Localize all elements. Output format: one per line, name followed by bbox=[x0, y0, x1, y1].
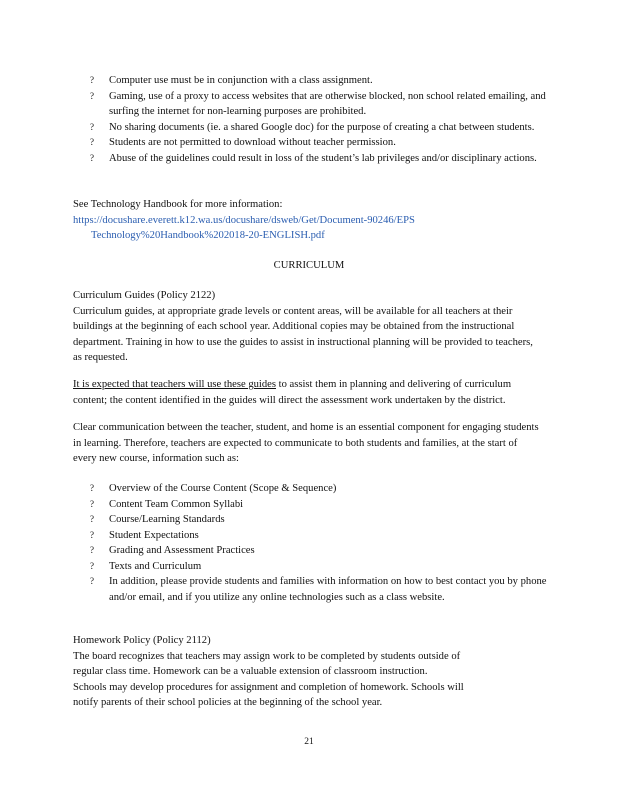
expected-use-paragraph bbox=[73, 377, 543, 408]
bullet-glyph: ? bbox=[90, 545, 94, 555]
handbook-link-line-1[interactable]: https://docushare.everett.k12.wa.us/docushare/dsweb/Get/Document-90246/EPS bbox=[73, 214, 415, 226]
list-item-text: Overview of the Course Content (Scope & Sequence) bbox=[109, 483, 337, 494]
list-item-text: Content Team Common Syllabi bbox=[109, 498, 244, 510]
list-item bbox=[0, 574, 618, 605]
expected-use-text: to assist them in planning and delivering of curriculum content; the content identified in the guides will direct the assessment work undertaken by the district. bbox=[73, 379, 512, 406]
handbook-link-line-2[interactable]: Technology%20Handbook%202018-20-ENGLISH.pdf bbox=[91, 230, 325, 241]
homework-line: The board recognizes that teachers may assign work to be completed by students outside of bbox=[73, 650, 461, 662]
curriculum-guides-paragraph: Curriculum guides, at appropriate grade levels or content areas, will be available for all teachers at their buildings at the beginning of each school year. Additional copies may be obtained from the instructional department. Training in how to use the guides to assist in instructional planning will be provided to teachers, as requested. bbox=[73, 305, 533, 363]
list-item-text: Computer use must be in conjunction with a class assignment. bbox=[109, 75, 373, 86]
course-info-list bbox=[0, 481, 618, 605]
curriculum-guides-heading: Curriculum Guides (Policy 2122) bbox=[73, 290, 216, 301]
bullet-glyph: ? bbox=[90, 483, 94, 493]
list-item-text: Student Expectations bbox=[109, 529, 199, 541]
bullet-glyph: ? bbox=[90, 514, 94, 524]
list-item bbox=[0, 73, 618, 89]
list-item-text: Course/Learning Standards bbox=[109, 514, 225, 525]
bullet-glyph: ? bbox=[90, 498, 94, 509]
handbook-reference bbox=[73, 197, 543, 244]
list-item-text: Gaming, use of a proxy to access websites that are otherwise blocked, non school related emailing, and surfing the internet for non-learning purposes are prohibited. bbox=[109, 90, 546, 117]
curriculum-guides-section bbox=[73, 288, 543, 366]
bullet-glyph: ? bbox=[90, 121, 94, 132]
list-item bbox=[0, 481, 618, 497]
list-item bbox=[0, 528, 618, 544]
list-item-text: Texts and Curriculum bbox=[109, 560, 202, 572]
communication-paragraph: Clear communication between the teacher, student, and home is an essential component for engaging students in learning. Therefore, teachers are expected to communicate to both students and families, at the start of every new course, information such as: bbox=[73, 422, 539, 464]
homework-policy-section bbox=[73, 633, 553, 711]
lab-rules-list bbox=[0, 73, 618, 166]
list-item bbox=[0, 512, 618, 528]
homework-line: notify parents of their school policies at the beginning of the school year. bbox=[73, 697, 383, 708]
bullet-glyph: ? bbox=[90, 75, 94, 85]
bullet-glyph: ? bbox=[90, 137, 94, 147]
bullet-glyph: ? bbox=[90, 529, 94, 540]
bullet-glyph: ? bbox=[90, 90, 94, 101]
homework-line: Schools may develop procedures for assignment and completion of homework. Schools will bbox=[73, 681, 464, 693]
list-item bbox=[0, 89, 618, 120]
list-item bbox=[0, 120, 618, 136]
see-handbook-text: See Technology Handbook for more information: bbox=[73, 199, 283, 210]
list-item-text: No sharing documents (ie. a shared Google doc) for the purpose of creating a chat between students. bbox=[109, 121, 535, 133]
bullet-glyph: ? bbox=[90, 560, 94, 571]
list-item-text: Grading and Assessment Practices bbox=[109, 545, 255, 556]
page-number: 21 bbox=[304, 737, 314, 747]
bullet-glyph: ? bbox=[90, 152, 94, 163]
homework-line: regular class time. Homework can be a valuable extension of classroom instruction. bbox=[73, 666, 428, 677]
list-item bbox=[0, 497, 618, 513]
list-item bbox=[0, 543, 618, 559]
list-item bbox=[0, 151, 618, 167]
list-item-text: Abuse of the guidelines could result in loss of the student’s lab privileges and/or disciplinary actions. bbox=[109, 152, 537, 164]
bullet-glyph: ? bbox=[90, 576, 94, 586]
list-item bbox=[0, 135, 618, 151]
list-item-text: In addition, please provide students and families with information on how to best contact you by phone and/or email, and if you utilize any online technologies such as a class website. bbox=[109, 576, 547, 603]
list-item bbox=[0, 559, 618, 575]
expected-use-underlined-text: It is expected that teachers will use these guides bbox=[73, 379, 276, 390]
section-heading-curriculum: CURRICULUM bbox=[273, 260, 345, 271]
list-item-text: Students are not permitted to download without teacher permission. bbox=[109, 137, 396, 148]
homework-policy-heading: Homework Policy (Policy 2112) bbox=[73, 635, 211, 646]
